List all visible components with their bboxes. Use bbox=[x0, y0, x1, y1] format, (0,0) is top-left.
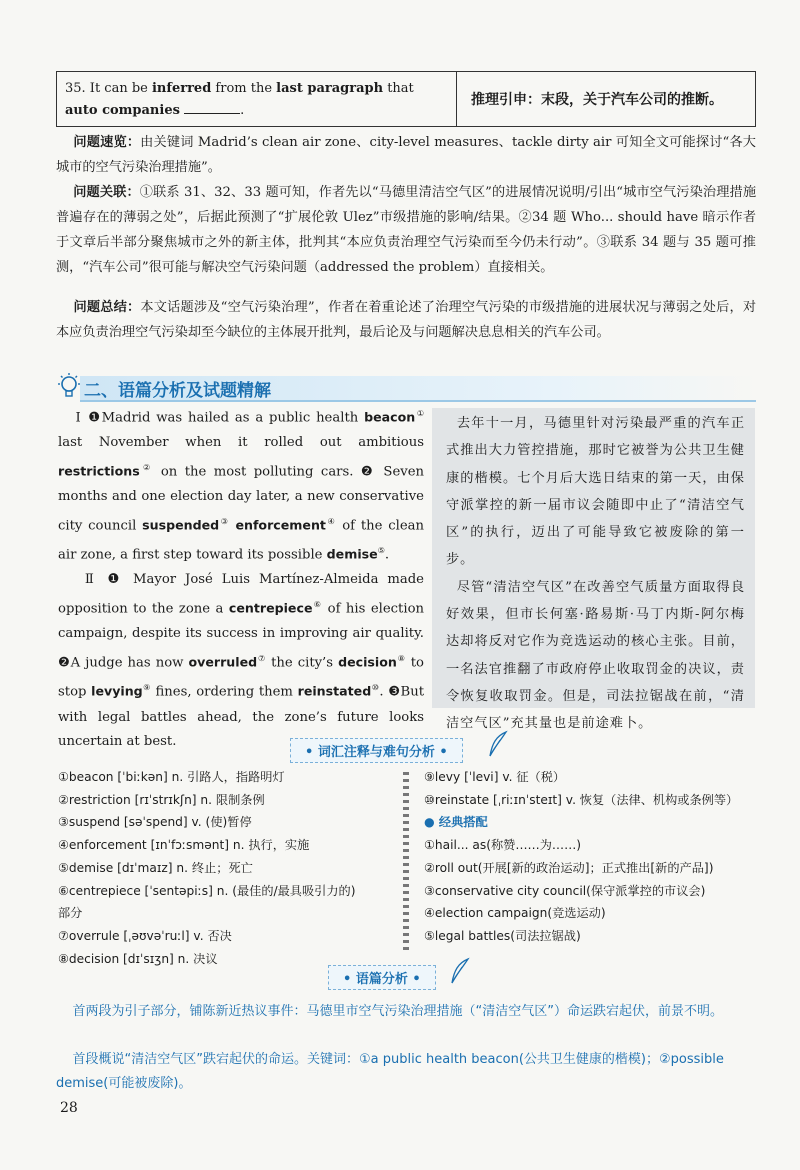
overview-paragraph-1 bbox=[56, 130, 756, 180]
lightbulb-icon bbox=[56, 372, 82, 402]
translation-box bbox=[432, 408, 755, 732]
vocab-list-left bbox=[58, 766, 398, 970]
vocab-entry: ③suspend [səˈspend] v. (使)暂停 bbox=[58, 815, 252, 830]
analysis-paragraph-1 bbox=[56, 1000, 756, 1024]
page-number: 28 bbox=[60, 1100, 78, 1116]
overview-paragraph-2 bbox=[56, 180, 756, 280]
q-text: . bbox=[240, 103, 245, 118]
sentence-number: ❷ bbox=[58, 655, 71, 671]
english-paragraph-2 bbox=[58, 568, 424, 755]
label: 问题关联： bbox=[73, 185, 140, 200]
vocab-word: centrepiece bbox=[228, 600, 313, 616]
sentence-number: ❶ bbox=[107, 572, 125, 588]
vocab-entry: ⑩reinstate [ˌriːɪnˈsteɪt] v. 恢复（法律、机构或条例等） bbox=[424, 792, 739, 807]
footnote: ② bbox=[139, 462, 154, 472]
vocab-entry: ⑥centrepiece [ˈsentəpiːs] n. (最佳的/最具吸引力的) bbox=[58, 883, 356, 898]
banner-text: • 词汇注释与难句分析 • bbox=[305, 745, 448, 760]
question-analysis: 推理引申：末段，关于汽车公司的推断。 bbox=[471, 92, 723, 108]
q-text: from the bbox=[211, 81, 277, 96]
sentence-number: ❷ bbox=[360, 464, 376, 480]
text: . bbox=[379, 684, 389, 700]
collocation-entry: ②roll out(开展[新的政治运动]；正式推出[新的产品]) bbox=[424, 860, 714, 875]
footnote: ⑥ bbox=[312, 600, 323, 610]
text: 本文话题涉及“空气污染治理”，作者在着重论述了治理空气污染的市级措施的进展状况与薄弱之处后，对本应负责治理空气污染却至今缺位的主体展开批判，最后论及与问题解决息息相关的汽车公司。 bbox=[56, 300, 757, 340]
text: ①联系 31、32、33 题可知，作者先以“马德里清洁空气区”的进展情况说明/引出“城市空气污染治理措施普遍存在的薄弱之处”，后据此预测了“扩展伦敦 Ulez”市级措施的影响/结果。②34 题 Who... should have 暗示作者于文章后半部分聚焦城市之外的新主体，批判其“本应负责治理空气污染而至今仍未行动”。③联系 34 题与 35 题可推测，“汽车公司”很可能与解决空气污染问题（addressed the problem）直接相关。 bbox=[56, 185, 757, 275]
q-bold: inferred bbox=[151, 81, 212, 96]
text: to stop bbox=[58, 655, 424, 700]
answer-blank bbox=[184, 101, 240, 114]
text: Seven months and one election day later, a new conservative city council bbox=[58, 464, 425, 534]
text: 由关键词 Madrid’s clean air zone、city-level measures、tackle dirty air 可知全文可能探讨“各大城市的空气污染治理措施”。 bbox=[56, 135, 756, 175]
overview-paragraph-3 bbox=[56, 295, 756, 345]
text: of the clean air zone, a first step toward its possible bbox=[58, 518, 425, 563]
quill-icon bbox=[486, 730, 510, 758]
text: 首段概说“清洁空气区”跌宕起伏的命运。关键词：①a public health beacon(公共卫生健康的楷模)；②possible demise(可能被废除)。 bbox=[56, 1052, 724, 1091]
label: 问题速览： bbox=[73, 135, 141, 150]
vocab-entry: ⑧decision [dɪˈsɪʒn] n. 决议 bbox=[58, 951, 218, 966]
vocab-entry: ①beacon [ˈbiːkən] n. 引路人，指路明灯 bbox=[58, 770, 285, 784]
label: 问题总结： bbox=[73, 300, 141, 315]
footnote: ⑤ bbox=[377, 546, 385, 556]
vocab-word: reinstated bbox=[297, 683, 372, 699]
roman-numeral: Ⅱ bbox=[84, 572, 99, 588]
sentence-number: ❸ bbox=[388, 684, 401, 700]
text: 尽管“清洁空气区”在改善空气质量方面取得良好效果，但市长何塞·路易斯·马丁内斯-阿尔梅达却将反对它作为竞选运动的核心主张。目前，一名法官推翻了市政府停止收取罚金的决议，责令恢复收取罚金。但是，司法拉锯战在前，“清洁空气区”充其量也是前途难卜。 bbox=[446, 579, 746, 732]
vocab-word: levying bbox=[91, 683, 143, 699]
banner-text: • 语篇分析 • bbox=[343, 972, 421, 987]
text: of his election campaign, despite its success in improving air quality. bbox=[58, 601, 425, 642]
vocab-banner bbox=[290, 738, 463, 763]
vocab-entry: ④enforcement [ɪnˈfɔːsmənt] n. 执行，实施 bbox=[58, 838, 310, 853]
collocation-entry: ④election campaign(竞选运动) bbox=[424, 906, 606, 921]
roman-numeral: Ⅰ bbox=[75, 410, 83, 426]
text: fines, ordering them bbox=[150, 684, 298, 700]
text: . bbox=[384, 547, 390, 563]
translation-paragraph-1 bbox=[446, 410, 745, 574]
analysis-banner bbox=[328, 965, 436, 990]
text: 首两段为引子部分，铺陈新近热议事件：马德里市空气污染治理措施（“清洁空气区”）命运跌宕起伏，前景不明。 bbox=[72, 1004, 724, 1019]
footnote: ⑩ bbox=[371, 683, 380, 693]
footnote: ⑨ bbox=[142, 683, 151, 693]
text: the city’s bbox=[266, 655, 339, 671]
vocab-word: overruled bbox=[188, 654, 258, 670]
question-table bbox=[56, 71, 756, 127]
collocation-title: ● 经典搭配 bbox=[424, 815, 488, 830]
divider-chain bbox=[403, 772, 409, 954]
vocab-word: suspended bbox=[142, 517, 220, 533]
vocab-word: demise bbox=[326, 546, 378, 562]
vocab-word: enforcement bbox=[235, 517, 326, 533]
section-title: 二、语篇分析及试题精解 bbox=[84, 381, 271, 401]
q-text: that bbox=[383, 81, 414, 96]
text: Mayor José Luis Martínez-Almeida made opposition to the zone a bbox=[58, 572, 424, 617]
text: last November when it rolled out ambitious bbox=[58, 435, 424, 451]
footnote: ⑦ bbox=[257, 654, 267, 664]
text: on the most polluting cars. bbox=[153, 464, 361, 480]
english-paragraph-1 bbox=[58, 402, 424, 568]
vocab-entry: ⑨levy [ˈlevi] v. 征（税） bbox=[424, 770, 566, 784]
section-header bbox=[56, 372, 756, 404]
q-bold: auto companies bbox=[65, 103, 180, 118]
collocation-entry: ①hail... as(称赞……为……) bbox=[424, 838, 582, 853]
english-passage bbox=[58, 402, 424, 755]
text: 去年十一月，马德里针对污染最严重的汽车正式推出大力管控措施，那时它被誉为公共卫生健康的楷模。七个月后大选日结束的第一天，由保守派掌控的新一届市议会随即中止了“清洁空气区”的执行，迈出了可能导致它被废除的第一步。 bbox=[446, 416, 746, 568]
vocab-word: restrictions bbox=[58, 463, 140, 479]
footnote: ⑧ bbox=[396, 654, 406, 664]
vocab-word: decision bbox=[338, 654, 397, 670]
sentence-number: ❶ bbox=[88, 410, 102, 426]
quill-icon bbox=[448, 957, 472, 985]
translation-paragraph-2 bbox=[446, 574, 745, 738]
footnote: ③ bbox=[219, 516, 230, 526]
vocab-entry: ②restriction [rɪˈstrɪkʃn] n. 限制条例 bbox=[58, 792, 265, 807]
q-bold: last paragraph bbox=[276, 81, 384, 96]
vocab-entry: 部分 bbox=[58, 906, 83, 921]
collocation-entry: ③conservative city council(保守派掌控的市议会) bbox=[424, 883, 706, 898]
text: Madrid was hailed as a public health bbox=[101, 410, 365, 426]
collocation-entry: ⑤legal battles(司法拉锯战) bbox=[424, 928, 581, 943]
question-35 bbox=[57, 72, 457, 126]
text: A judge has now bbox=[70, 655, 189, 671]
vocab-entry: ⑤demise [dɪˈmaɪz] n. 终止；死亡 bbox=[58, 860, 253, 875]
analysis-paragraph-2 bbox=[56, 1048, 756, 1096]
footnote: ④ bbox=[325, 516, 337, 526]
vocab-word: beacon bbox=[364, 409, 416, 425]
vocab-entry: ⑦overrule [ˌəʊvəˈruːl] v. 否决 bbox=[58, 928, 232, 943]
footnote: ① bbox=[415, 409, 425, 418]
vocab-list-right bbox=[424, 766, 758, 948]
q-text: 35. It can be bbox=[65, 81, 152, 96]
text: But with legal battles ahead, the zone’s future looks uncertain at best. bbox=[58, 684, 425, 750]
